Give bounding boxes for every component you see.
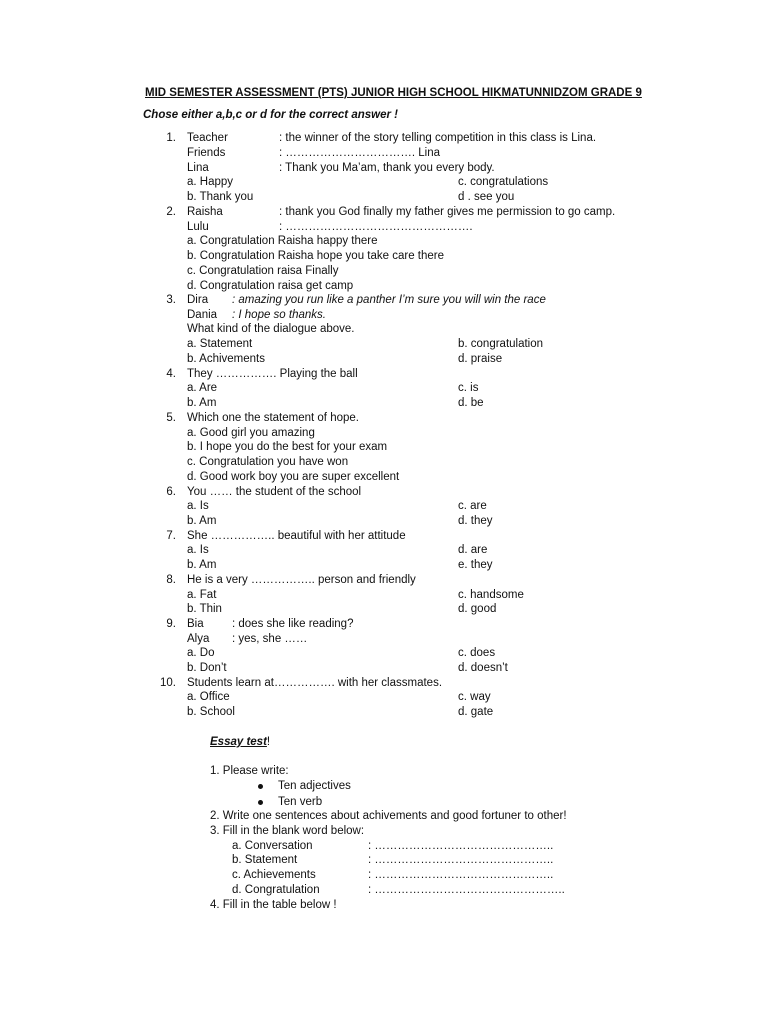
fill-item-label: b. Statement [232, 854, 298, 866]
fill-item-blank: : ………………………………………….. [368, 884, 565, 896]
bullet-item: Ten verb [278, 796, 323, 808]
option-c: d. are [458, 544, 488, 556]
bullet-icon [258, 784, 263, 789]
option-c: c. way [458, 691, 491, 703]
option-d: d. good [458, 603, 497, 615]
option-d: d. gate [458, 706, 494, 718]
option-c: c. Congratulation you have won [187, 456, 349, 468]
option-d: d. Congratulation raisa get camp [187, 280, 354, 292]
fill-item-label: d. Congratulation [232, 884, 320, 896]
option-c: c. does [458, 647, 496, 659]
option-a: a. Do [187, 647, 215, 659]
question-text: Students learn at……………. with her classmates. [187, 677, 443, 689]
question-number: 8. [166, 574, 176, 586]
dialogue-line: : Thank you Ma’am, thank you every body. [279, 162, 495, 174]
option-a: a. Is [187, 500, 209, 512]
option-d: d. they [458, 515, 493, 527]
option-c: c. congratulations [458, 176, 549, 188]
instruction-text: Chose either a,b,c or d for the correct answer ! [143, 109, 398, 121]
option-d: d. doesn’t [458, 662, 508, 674]
option-a: a. Office [187, 691, 230, 703]
question-text: She …………….. beautiful with her attitude [187, 530, 406, 542]
bullet-item: Ten adjectives [278, 780, 351, 792]
fill-item-blank: : ……………………………………….. [368, 854, 554, 866]
question-text: He is a very …………….. person and friendly [187, 574, 416, 586]
question-number: 1. [166, 132, 176, 144]
question-number: 2. [166, 206, 176, 218]
question-text: They ……………. Playing the ball [187, 368, 358, 380]
option-a: a. Happy [187, 176, 234, 188]
essay-item-2: 2. Write one sentences about achivements and good fortuner to other! [210, 810, 567, 822]
question-number: 9. [166, 618, 176, 630]
essay-item-4: 4. Fill in the table below ! [210, 899, 337, 911]
option-d: d. be [458, 397, 484, 409]
fill-item-blank: : ……………………………………….. [368, 869, 554, 881]
option-a: a. Congratulation Raisha happy there [187, 235, 378, 247]
speaker-teacher: Teacher [187, 132, 228, 144]
essay-heading-suffix: ! [266, 736, 271, 748]
dialogue-line: : thank you God finally my father gives me permission to go camp. [279, 206, 616, 218]
question-number: 6. [166, 486, 176, 498]
option-d: d. praise [458, 353, 503, 365]
page-title: MID SEMESTER ASSESSMENT (PTS) JUNIOR HIGH SCHOOL HIKMATUNNIDZOM GRADE 9 [145, 87, 642, 99]
dialogue-line: : …………………………………………. [279, 221, 473, 233]
option-a: a. Good girl you amazing [187, 427, 315, 439]
option-b: b. I hope you do the best for your exam [187, 441, 388, 453]
essay-item-1: 1. Please write: [210, 765, 289, 777]
question-number: 5. [166, 412, 176, 424]
option-a: a. Fat [187, 589, 217, 601]
speaker-friends: Friends [187, 147, 226, 159]
speaker-lulu: Lulu [187, 221, 209, 233]
essay-heading [210, 735, 270, 750]
option-b: b. Achivements [187, 353, 265, 365]
option-b: b. Am [187, 559, 217, 571]
question-text: What kind of the dialogue above. [187, 323, 355, 335]
essay-item-3: 3. Fill in the blank word below: [210, 825, 365, 837]
bullet-icon [258, 800, 263, 805]
fill-item-label: a. Conversation [232, 840, 313, 852]
fill-item-label: c. Achievements [232, 869, 316, 881]
speaker-alya: Alya [187, 633, 210, 645]
option-a: a. Are [187, 382, 218, 394]
option-b: b. Am [187, 397, 217, 409]
dialogue-line: : the winner of the story telling competition in this class is Lina. [279, 132, 597, 144]
question-number: 7. [166, 530, 176, 542]
speaker-dania: Dania [187, 309, 218, 321]
option-b: b. Don’t [187, 662, 227, 674]
option-a: a. Is [187, 544, 209, 556]
option-d: d. Good work boy you are super excellent [187, 471, 400, 483]
dialogue-line: : does she like reading? [232, 618, 354, 630]
option-b: b. Am [187, 515, 217, 527]
option-b: b. Thank you [187, 191, 254, 203]
dialogue-line: : yes, she …… [232, 633, 308, 645]
speaker-dira: Dira [187, 294, 209, 306]
option-c: c. are [458, 500, 487, 512]
option-b: b. Thin [187, 603, 222, 615]
option-d: e. they [458, 559, 493, 571]
option-c: c. Congratulation raisa Finally [187, 265, 339, 277]
speaker-raisha: Raisha [187, 206, 223, 218]
option-c: c. is [458, 382, 479, 394]
question-number: 4. [166, 368, 176, 380]
option-d: d . see you [458, 191, 515, 203]
dialogue-line: : amazing you run like a panther I’m sure you will win the race [232, 294, 546, 306]
dialogue-line: : ……………………………. Lina [279, 147, 441, 159]
option-c: c. handsome [458, 589, 524, 601]
question-text: You …… the student of the school [187, 486, 362, 498]
option-b: b. Congratulation Raisha hope you take care there [187, 250, 444, 262]
option-b: b. School [187, 706, 235, 718]
speaker-lina: Lina [187, 162, 209, 174]
essay-heading-text: Essay test [210, 736, 267, 748]
question-number: 3. [166, 294, 176, 306]
option-a: a. Statement [187, 338, 253, 350]
option-c: b. congratulation [458, 338, 544, 350]
fill-item-blank: : ……………………………………….. [368, 840, 554, 852]
question-text: Which one the statement of hope. [187, 412, 359, 424]
question-number: 10. [160, 677, 176, 689]
dialogue-line: : I hope so thanks. [232, 309, 326, 321]
speaker-bia: Bia [187, 618, 204, 630]
